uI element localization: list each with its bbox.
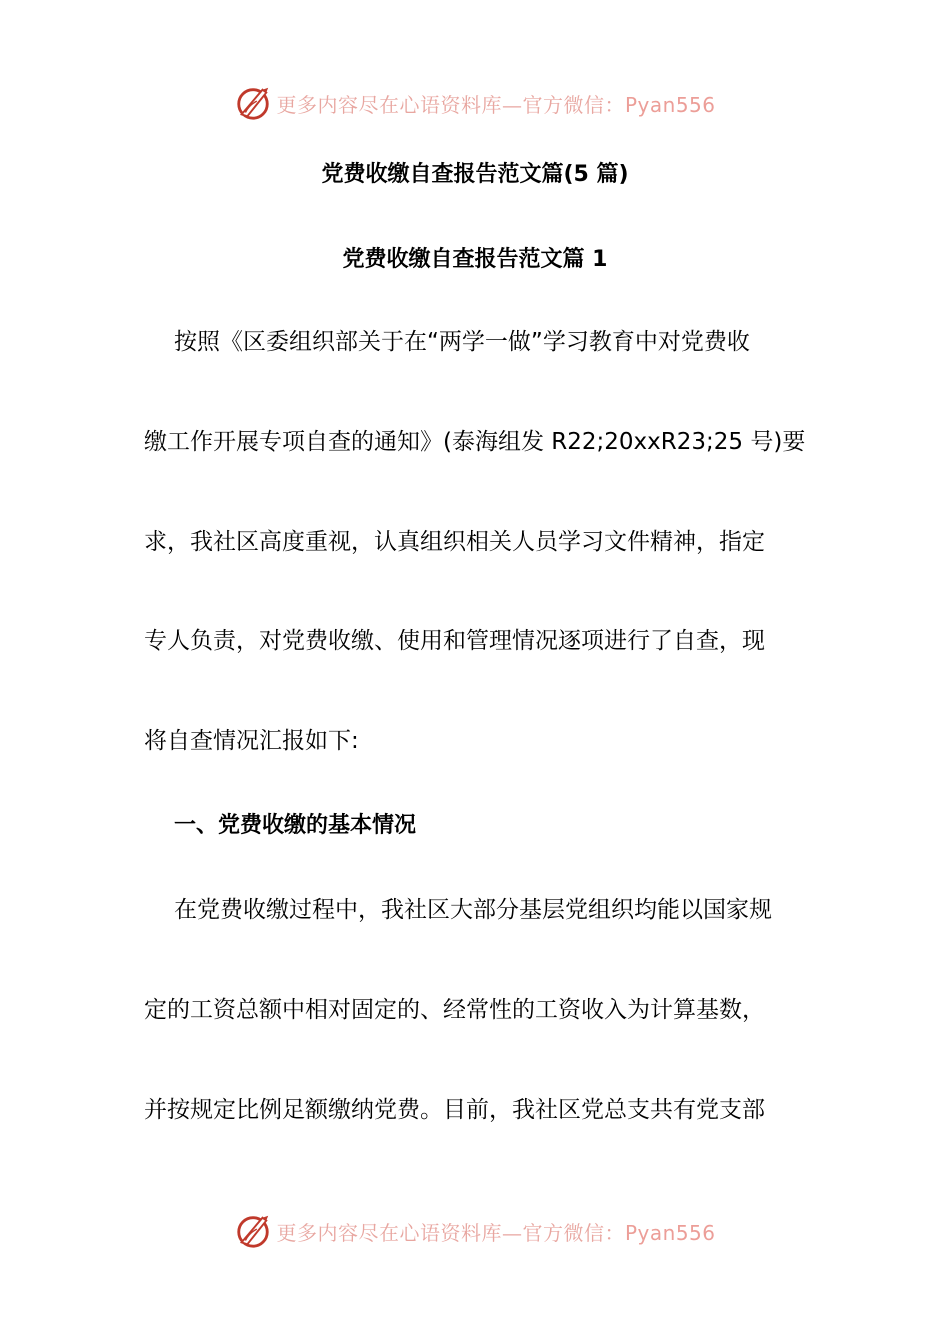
banner-wechat-id: Pyan556 <box>624 92 716 117</box>
paragraph-line: 缴工作开展专项自查的通知》(泰海组发 R22;20xxR23;25 号)要 <box>144 429 806 455</box>
section-heading: 一、党费收缴的基本情况 <box>174 813 417 838</box>
paragraph-line: 专人负责，对党费收缴、使用和管理情况逐项进行了自查，现 <box>144 628 765 654</box>
banner-text <box>276 1217 715 1246</box>
footer-banner <box>0 1209 950 1253</box>
document-title: 党费收缴自查报告范文篇(5 篇) <box>321 162 629 187</box>
paragraph-line: 将自查情况汇报如下: <box>144 728 359 754</box>
banner-slogan: 更多内容尽在心语资料库—官方微信： <box>276 92 625 117</box>
paragraph-line: 并按规定比例足额缴纳党费。目前，我社区党总支共有党支部 <box>144 1097 765 1123</box>
pen-logo-icon <box>234 84 272 122</box>
paragraph-line: 在党费收缴过程中，我社区大部分基层党组织均能以国家规 <box>174 897 772 923</box>
banner-text <box>276 89 715 118</box>
paragraph-line: 定的工资总额中相对固定的、经常性的工资收入为计算基数， <box>144 997 765 1023</box>
paragraph-line: 求，我社区高度重视，认真组织相关人员学习文件精神，指定 <box>144 529 765 555</box>
banner-slogan: 更多内容尽在心语资料库—官方微信： <box>276 1220 625 1245</box>
document-subtitle: 党费收缴自查报告范文篇 1 <box>342 247 608 272</box>
pen-logo-icon <box>234 1212 272 1250</box>
banner-wechat-id: Pyan556 <box>624 1220 716 1245</box>
header-banner <box>0 81 950 125</box>
paragraph-line: 按照《区委组织部关于在“两学一做”学习教育中对党费收 <box>174 329 750 355</box>
